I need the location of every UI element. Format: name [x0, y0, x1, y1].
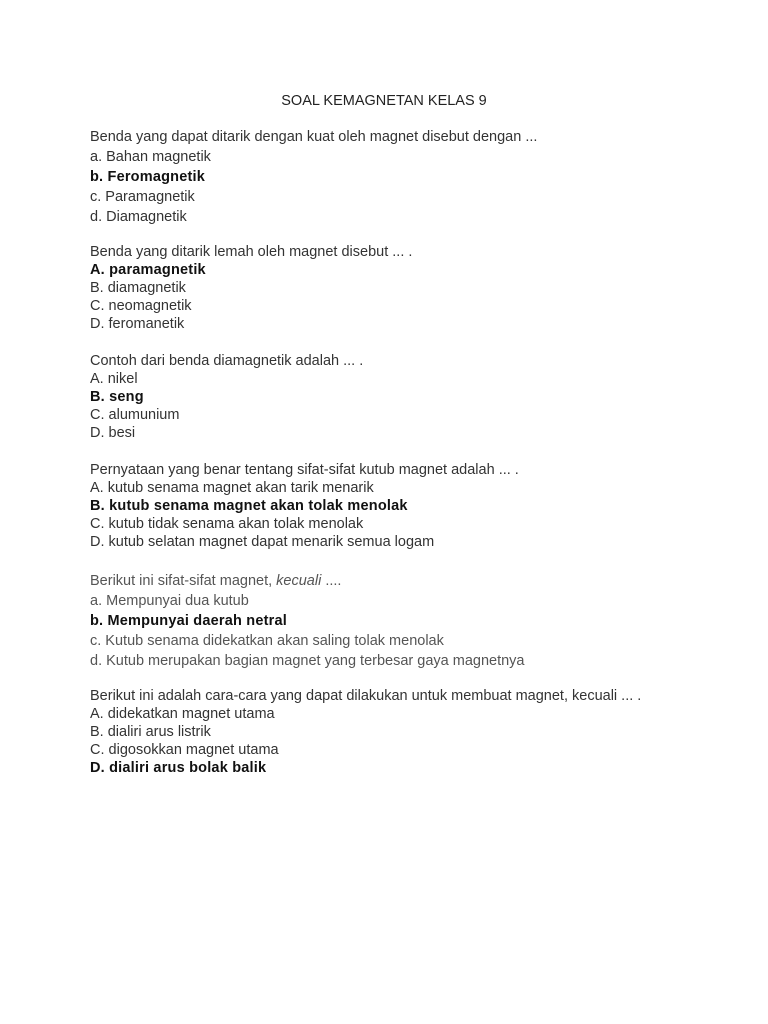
option-c: C. kutub tidak senama akan tolak menolak: [90, 516, 364, 532]
question-stem: [90, 571, 524, 591]
question-stem: Benda yang ditarik lemah oleh magnet disebut ... .: [90, 244, 413, 260]
page-title: SOAL KEMAGNETAN KELAS 9: [281, 93, 487, 109]
option-c: C. digosokkan magnet utama: [90, 742, 279, 758]
option-b-correct: B. seng: [90, 389, 144, 405]
option-c: C. neomagnetik: [90, 298, 192, 314]
question-stem: Benda yang dapat ditarik dengan kuat oleh magnet disebut dengan ...: [90, 129, 538, 145]
option-d: d. Kutub merupakan bagian magnet yang terbesar gaya magnetnya: [90, 653, 525, 669]
question-stem-emphasis: kecuali: [276, 573, 322, 589]
option-d: D. feromanetik: [90, 316, 185, 332]
question-2: [90, 243, 412, 333]
option-d: D. besi: [90, 425, 136, 441]
option-d: D. kutub selatan magnet dapat menarik semua logam: [90, 534, 435, 550]
option-d: d. Diamagnetik: [90, 209, 187, 225]
option-b-correct: B. kutub senama magnet akan tolak menolak: [90, 498, 408, 514]
option-c: c. Kutub senama didekatkan akan saling tolak menolak: [90, 633, 444, 649]
option-c: c. Paramagnetik: [90, 189, 195, 205]
option-a: A. nikel: [90, 371, 138, 387]
question-stem: Pernyataan yang benar tentang sifat-sifat kutub magnet adalah ... .: [90, 462, 519, 478]
question-stem: Berikut ini adalah cara-cara yang dapat dilakukan untuk membuat magnet, kecuali ... .: [90, 688, 642, 704]
question-stem-text: Berikut ini sifat-sifat magnet,: [90, 573, 277, 589]
option-a: a. Mempunyai dua kutub: [90, 593, 249, 609]
option-a-correct: A. paramagnetik: [90, 262, 206, 278]
question-5: [90, 571, 524, 671]
option-a: a. Bahan magnetik: [90, 149, 211, 165]
option-b-correct: b. Mempunyai daerah netral: [90, 613, 287, 629]
option-b: B. dialiri arus listrik: [90, 724, 211, 740]
question-3: [90, 352, 363, 442]
question-1: [90, 127, 537, 227]
option-b: B. diamagnetik: [90, 280, 186, 296]
question-stem: Contoh dari benda diamagnetik adalah ... .: [90, 353, 364, 369]
question-4: [90, 461, 519, 551]
question-stem-tail: ....: [321, 573, 342, 589]
option-b-correct: b. Feromagnetik: [90, 169, 205, 185]
option-a: A. didekatkan magnet utama: [90, 706, 275, 722]
question-6: [90, 687, 641, 777]
option-a: A. kutub senama magnet akan tarik menarik: [90, 480, 374, 496]
option-d-correct: D. dialiri arus bolak balik: [90, 760, 267, 776]
option-c: C. alumunium: [90, 407, 180, 423]
